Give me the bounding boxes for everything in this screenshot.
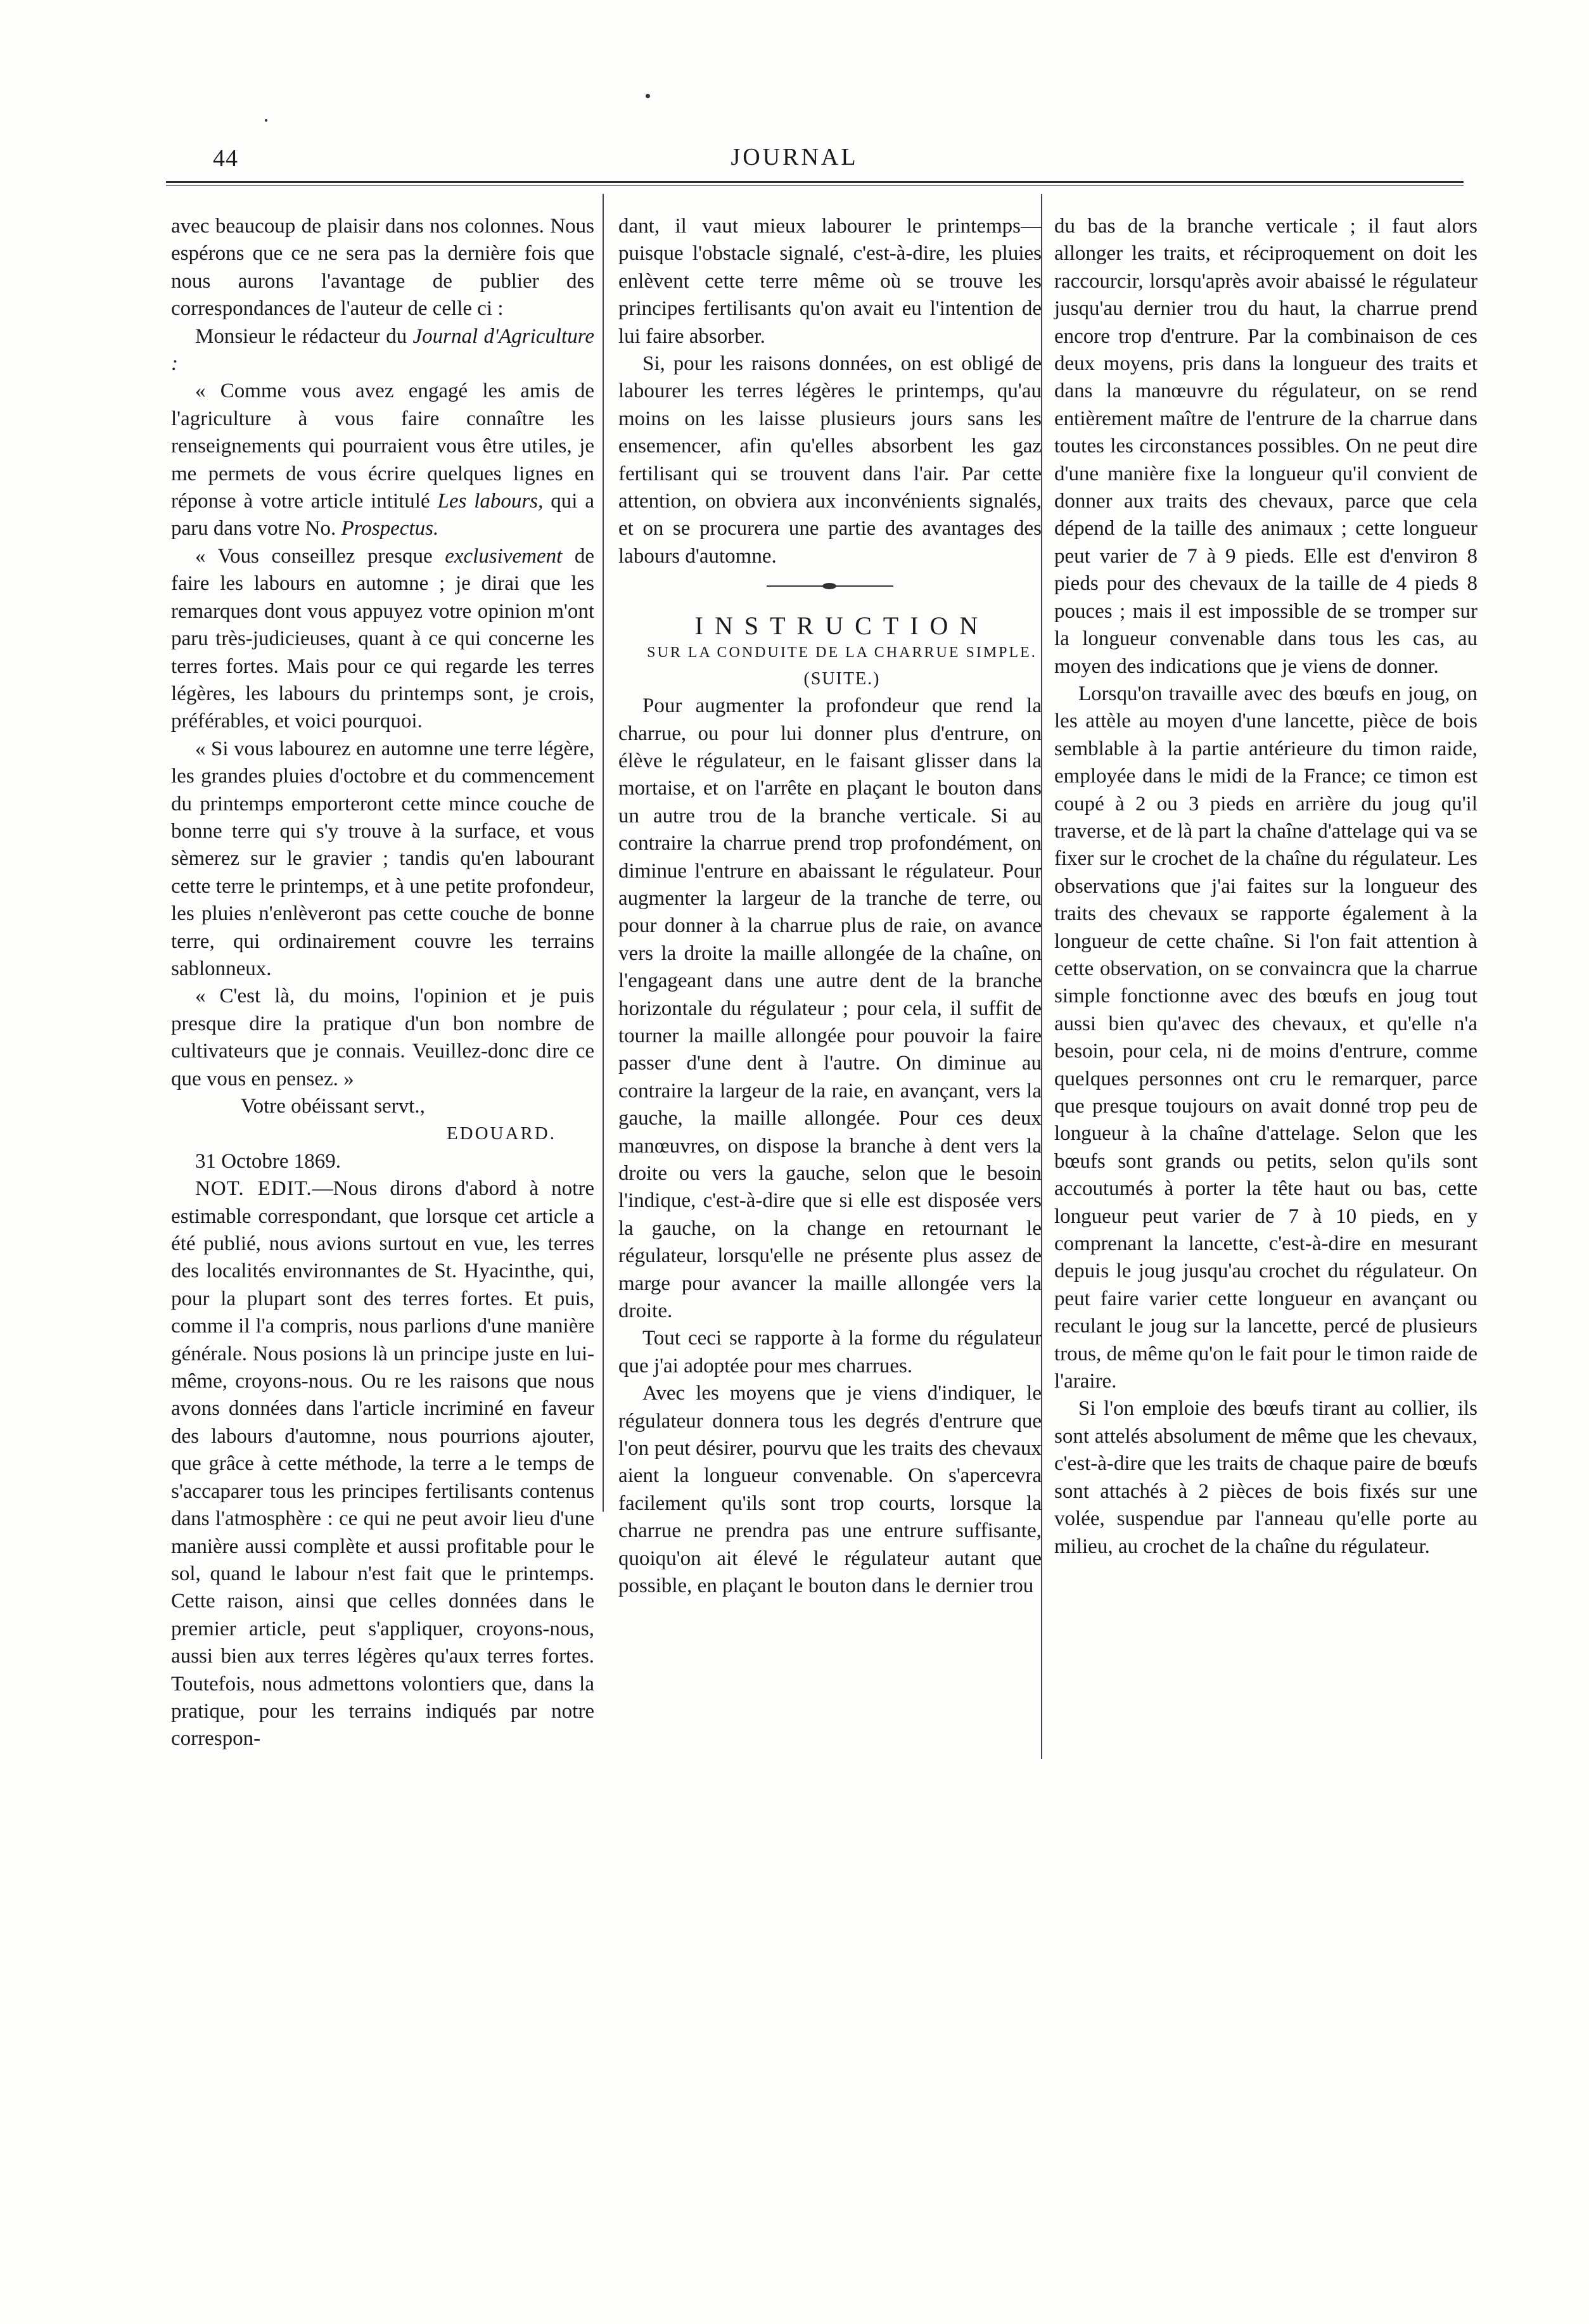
note-label: NOT. EDIT. [195, 1177, 312, 1201]
header-rule-thin [166, 185, 1464, 186]
page-number: 44 [213, 145, 238, 172]
signature: EDOUARD. [446, 1123, 556, 1144]
letter-text: « Comme vous avez engagé les amis de l'agriculture à vous faire connaître les renseignements qui pourraient vous être utiles, je me permets de vous écrire quelques lignes en réponse à votre article intitulé [171, 380, 594, 513]
paragraph: avec beaucoup de plaisir dans nos colonnes. Nous espérons que ce ne sera pas la dernière fois que nous aurons l'avantage de publier des correspondances de l'auteur de celle ci : [171, 215, 594, 321]
note-text: —Nous dirons d'abord à notre estimable correspondant, que lorsque cet article a été publié, nous avions surtout en vue, les terres des localités environnantes de St. Hyacinthe, qui, pour la plupart sont des terres fortes. Et puis, comme il l'a compris, nous parlions d'une manière générale. Nous posions là un principe juste en lui-même, croyons-nous. Ou re les raisons que nous avons données dans l'article incriminé en faveur des labours d'automne, nous pourrions ajouter, que grâce à cette méthode, la terre a le temps de s'accaparer tous les principes fertilisants contenus dans l'atmosphère : ce qui ne peut avoir lieu d'une manière aussi complète et aussi profitable pour le sol, quand le labour n'est fait que le printemps. Cette raison, ainsi que celles données dans le premier article, peut s'appliquer, croyons-nous, aussi bien aux terres légères qu'aux terres fortes. Toutefois, nous admettons volontiers que, dans la pratique, pour les terrains indiqués par notre correspon- [171, 1177, 594, 1751]
paragraph: Pour augmenter la profondeur que rend la charrue, ou pour lui donner plus d'entrure, on élève le régulateur, en le faisant glisser dans la mortaise, et on l'arrête en plaçant le bouton dans un autre trou de la branche verticale. Si au contraire la charrue prend trop profondément, on diminue l'entrure en abaissant le régulateur. Pour augmenter la largeur de la tranche de terre, ou pour donner à la charrue plus de raie, on avance vers la droite la maille allongée de la chaîne, on l'engageant dans une autre dent de la branche horizontale du régulateur ; pour cela, il suffit de tourner la maille allongée pour pouvoir la faire passer d'une dent à l'autre. On diminue au contraire la largeur de la raie, en avançant, vers la gauche, la maille allongée. Pour ces deux manœuvres, on dispose la branche à dent vers la droite ou vers la gauche, selon que le besoin l'indique, c'est-à-dire que si elle est disposée vers la gauche, on la change en retournant le régulateur, lorsqu'elle ne présente plus assez de marge pour avancer la maille allongée vers la droite. [618, 694, 1042, 1323]
letter-paragraph [171, 543, 594, 736]
paragraph: Tout ceci se rapporte à la forme du régulateur que j'ai adoptée pour mes charrues. [618, 1327, 1042, 1377]
paragraph: dant, il vaut mieux labourer le printemps—puisque l'obstacle signalé, c'est-à-dire, les pluies enlèvent cette terre même où se trouve les principes fertilisants qu'on avait eu l'intention de lui faire absorber. [618, 215, 1042, 348]
letter-text: « Vous conseillez presque [195, 544, 445, 568]
letter-paragraph: « Si vous labourez en automne une terre légère, les grandes pluies d'octobre et du commencement du printemps emporteront cette mince couche de bonne terre qui s'y trouve à la surface, et vous sèmerez sur le gravier ; tandis qu'en labourant cette terre le printemps, et à une petite profondeur, les pluies n'enlèveront pas cette couche de bonne terre, qui ordinairement couvre les terrains sablonneux. [171, 737, 594, 980]
header-rule [166, 181, 1464, 183]
signoff: Votre obéissant servt., [241, 1095, 425, 1118]
article-title: Les labours, [437, 490, 544, 513]
paragraph: Lorsqu'on travaille avec des bœufs en joug, on les attèle au moyen d'une lancette, pièce de bois semblable à la partie antérieure du timon raide, employée dans le midi de la France; ce timon est coupé à 2 ou 3 pieds en arrière du joug qu'il traverse, et de là part la chaîne d'attelage qui va se fixer sur le crochet de la chaîne du régulateur. Les observations que j'ai faites sur la longueur des traits des chevaux se rapporte également à la longueur de cette chaîne. Si l'on fait attention à cette observation, on se convaincra que la charrue simple fonctionne avec des bœufs en joug tout aussi bien qu'avec des chevaux, et qu'elle n'a besoin, pour cela, ni de moins d'entrure, comme quelques personnes ont cru le remarquer, parce que presque toujours on avait donné trop peu de longueur à la chaîne d'attelage. Selon que les bœufs sont grands ou petits, selon qu'ils sont accoutumés à porter la tête haut ou bas, cette longueur peut varier de 7 à 10 pieds, en y comprenant la lancette, c'est-à-dire en mesurant depuis le joug jusqu'au crochet du régulateur. On peut faire varier cette longueur en avançant ou reculant le joug sur la lancette, percé de plusieurs trous, de même qu'on le fait pour le timon raide de l'araire. [1054, 682, 1477, 1393]
page-speck [646, 94, 650, 98]
column-divider [603, 194, 604, 1512]
running-title: JOURNAL [731, 144, 858, 170]
issue-title: Prospectus. [341, 517, 439, 540]
editor-note [171, 1175, 594, 1753]
letter-date: 31 Octobre 1869. [195, 1149, 341, 1173]
emphasis-word: exclusivement [445, 544, 563, 568]
section-divider [767, 585, 893, 587]
column-middle [618, 213, 1042, 1600]
column-right [1054, 213, 1477, 1561]
section-subtitle: SUR LA CONDUITE DE LA CHARRUE SIMPLE. [647, 644, 1037, 661]
letter-paragraph [171, 378, 594, 542]
paragraph: Si, pour les raisons données, on est obligé de labourer les terres légères le printemps, qu'au moins on les laisse plusieurs jours sans les ensemencer, afin qu'elles absorbent les gaz fertilisant qui se trouvent dans l'air. Par cette attention, on obviera aux inconvénients signalés, et on se procurera une partie des avantages des labours d'automne. [618, 352, 1042, 568]
column-left [171, 213, 594, 1753]
page-speck [265, 119, 267, 122]
salutation-text: Monsieur le rédacteur du [195, 324, 413, 348]
section-title: INSTRUCTION [694, 611, 990, 641]
letter-text: de faire les labours en automne ; je dirai que les remarques dont vous appuyez votre opinion m'ont paru très-judicieuses, quant à ce qui concerne les terres fortes. Mais pour ce qui regarde les terres légères, les labours du printemps sont, je crois, préférables, et voici pourquoi. [171, 544, 594, 733]
paragraph: Si l'on emploie des bœufs tirant au collier, ils sont attelés absolument de même que les chevaux, c'est-à-dire que les traits de chaque paire de bœufs sont attachés à 2 pièces de bois fixés sur une volée, suspendue par l'anneau qu'elle porte au milieu, au crochet de la chaîne du régulateur. [1054, 1397, 1477, 1558]
paragraph: du bas de la branche verticale ; il faut alors allonger les traits, et réciproquement on doit les raccourcir, lorsqu'après avoir abaissé le régulateur jusqu'au dernier trou du haut, la charrue prend encore trop d'entrure. Par la combinaison de ces deux moyens, pris dans la longueur des traits et dans la manœuvre du régulateur, on se rend entièrement maître de l'entrure de la charrue dans toutes les circonstances possibles. On ne peut dire d'une manière fixe la longueur qu'il convient de donner aux traits des chevaux, parce que cela dépend de la taille des animaux ; cette longueur peut varier de 7 à 9 pieds. Elle est d'environ 8 pieds pour des chevaux de la taille de 4 pieds 8 pouces ; mais il est impossible de se tromper sur la longueur convenable dans tous les cas, au moyen des indications que je viens de donner. [1054, 215, 1477, 678]
salutation [171, 323, 594, 378]
paragraph: Avec les moyens que je viens d'indiquer, le régulateur donnera tous les degrés d'entrure que l'on peut désirer, pourvu que les traits des chevaux aient la longueur convenable. On s'apercevra facilement qu'ils sont trop courts, lorsque la charrue ne prendra pas une entrure suffisante, quoiqu'on ait élevé le régulateur autant que possible, en plaçant le bouton dans le dernier trou [618, 1382, 1042, 1598]
letter-paragraph: « C'est là, du moins, l'opinion et je puis presque dire la pratique d'un bon nombre de cultivateurs que je connais. Veuillez-donc dire ce que vous en pensez. » [171, 985, 594, 1090]
salutation-italic: Journal d'Agriculture : [171, 324, 594, 376]
section-continued: (SUITE.) [803, 668, 881, 689]
letter-text: qui a paru dans votre No. [171, 490, 594, 540]
